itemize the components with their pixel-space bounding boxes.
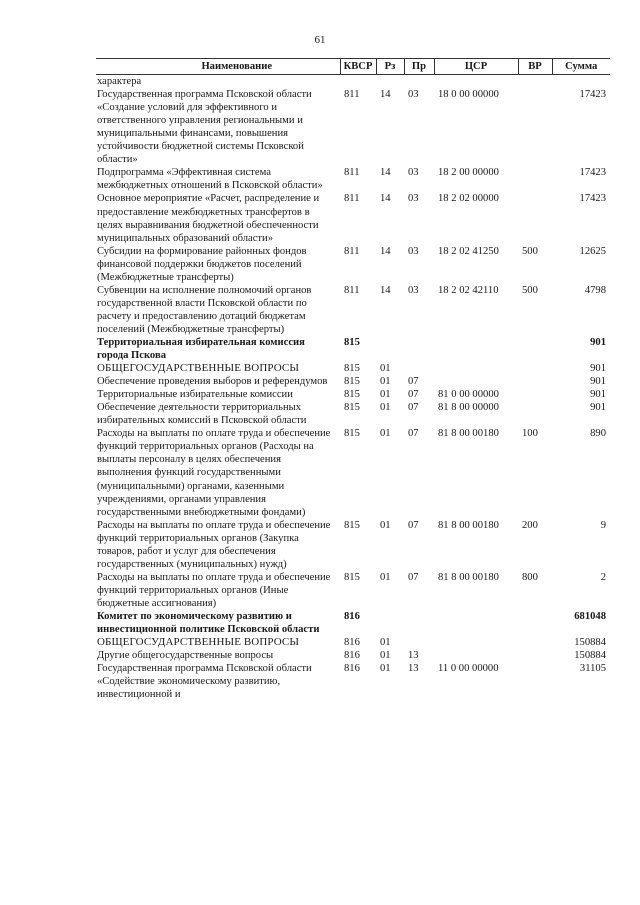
row-sum: 4798 bbox=[584, 284, 606, 296]
row-csr: 11 0 00 00000 bbox=[438, 663, 499, 675]
row-kvsr: 816 bbox=[344, 663, 360, 675]
row-rz: 01 bbox=[380, 389, 391, 401]
row-sum: 901 bbox=[590, 402, 606, 414]
row-vr bbox=[518, 401, 552, 427]
row-rz: 14 bbox=[380, 89, 391, 101]
row-sum: 150884 bbox=[574, 637, 606, 649]
row-vr bbox=[518, 166, 552, 192]
row-vr bbox=[518, 636, 552, 649]
row-name: Государственная программа Псковской области «Создание условий для эффективного и ответственного управления региональными и муниципальными финансами, повышения устойчивости бюджетной системы Псковской области» bbox=[97, 89, 312, 166]
row-kvsr: 816 bbox=[344, 610, 360, 622]
row-pr bbox=[404, 362, 434, 375]
row-name: Основное мероприятие «Расчет, распределение и предоставление межбюджетных трансфертов в целях выравнивания бюджетной обеспеченности муниципальных образований области» bbox=[97, 193, 320, 244]
row-rz bbox=[376, 75, 404, 89]
row-rz: 14 bbox=[380, 193, 391, 205]
row-csr bbox=[434, 336, 518, 362]
row-pr: 03 bbox=[408, 167, 419, 179]
row-vr bbox=[518, 662, 552, 701]
row-kvsr: 811 bbox=[344, 245, 360, 257]
row-vr: 200 bbox=[522, 519, 538, 531]
row-csr bbox=[434, 75, 518, 89]
table-row bbox=[96, 649, 610, 662]
row-pr: 07 bbox=[408, 389, 419, 401]
row-rz: 01 bbox=[380, 402, 391, 414]
table-row bbox=[96, 662, 610, 701]
row-name: Территориальные избирательные комиссии bbox=[97, 389, 293, 401]
row-pr: 03 bbox=[408, 193, 419, 205]
row-name: Обеспечение проведения выборов и референдумов bbox=[97, 376, 328, 388]
table-row bbox=[96, 388, 610, 401]
row-kvsr: 811 bbox=[344, 284, 360, 296]
table-row bbox=[96, 375, 610, 388]
row-pr: 13 bbox=[408, 650, 419, 662]
header-name: Наименование bbox=[96, 59, 340, 75]
table-row bbox=[96, 427, 610, 518]
row-pr bbox=[404, 336, 434, 362]
row-csr bbox=[434, 610, 518, 636]
row-name: Расходы на выплаты по оплате труда и обеспечение функций территориальных органов (Расходы на выплаты персоналу в целях обеспечения выполнения функций государственными (муниципальными) органами, казенными учреждениями, органами управления государственными внебюджетными фондами) bbox=[97, 428, 331, 518]
row-vr bbox=[518, 192, 552, 244]
row-sum: 901 bbox=[590, 336, 606, 348]
table-row bbox=[96, 166, 610, 192]
row-rz: 01 bbox=[380, 637, 391, 649]
row-csr: 18 0 00 00000 bbox=[438, 89, 499, 101]
row-vr: 500 bbox=[522, 245, 538, 257]
table-row bbox=[96, 75, 610, 89]
row-rz: 01 bbox=[380, 428, 391, 440]
row-vr: 800 bbox=[522, 571, 538, 583]
row-pr: 03 bbox=[408, 89, 419, 101]
row-csr: 18 2 02 42110 bbox=[438, 284, 499, 296]
table-row bbox=[96, 284, 610, 336]
row-kvsr: 811 bbox=[344, 89, 360, 101]
row-pr: 03 bbox=[408, 245, 419, 257]
table-row bbox=[96, 88, 610, 166]
row-rz: 01 bbox=[380, 571, 391, 583]
header-csr: ЦСР bbox=[434, 59, 518, 75]
row-csr bbox=[434, 649, 518, 662]
row-csr bbox=[434, 362, 518, 375]
row-pr bbox=[404, 75, 434, 89]
row-kvsr: 815 bbox=[344, 519, 360, 531]
row-kvsr: 811 bbox=[344, 167, 360, 179]
row-sum: 2 bbox=[600, 571, 606, 583]
row-sum: 31105 bbox=[579, 663, 606, 675]
row-csr: 81 0 00 00000 bbox=[438, 389, 499, 401]
row-pr: 07 bbox=[408, 571, 419, 583]
row-vr: 100 bbox=[522, 428, 538, 440]
row-name: Комитет по экономическому развитию и инвестиционной политике Псковской области bbox=[97, 610, 320, 636]
table-row bbox=[96, 192, 610, 244]
row-name: Расходы на выплаты по оплате труда и обеспечение функций территориальных органов (Закупка товаров, работ и услуг для обеспечения государственных (муниципальных) нужд) bbox=[97, 519, 331, 570]
header-pr: Пр bbox=[404, 59, 434, 75]
row-name: Расходы на выплаты по оплате труда и обеспечение функций территориальных органов (Иные бюджетные ассигнования) bbox=[97, 571, 331, 609]
row-name: Обеспечение деятельности территориальных избирательных комиссий в Псковской области bbox=[97, 402, 307, 427]
row-vr bbox=[518, 336, 552, 362]
row-pr: 07 bbox=[408, 428, 419, 440]
row-kvsr: 815 bbox=[344, 428, 360, 440]
table-row bbox=[96, 401, 610, 427]
row-pr bbox=[404, 610, 434, 636]
row-pr: 03 bbox=[408, 284, 419, 296]
row-name: Другие общегосударственные вопросы bbox=[97, 650, 274, 662]
row-sum: 901 bbox=[590, 376, 606, 388]
row-kvsr: 815 bbox=[344, 336, 360, 348]
row-kvsr: 815 bbox=[344, 389, 360, 401]
row-sum: 17423 bbox=[579, 167, 606, 179]
row-sum: 17423 bbox=[579, 193, 606, 205]
row-sum: 12625 bbox=[579, 245, 606, 257]
row-csr bbox=[434, 375, 518, 388]
row-sum: 901 bbox=[590, 389, 606, 401]
row-csr: 81 8 00 00000 bbox=[438, 402, 499, 414]
row-kvsr: 816 bbox=[344, 637, 360, 649]
row-vr bbox=[518, 649, 552, 662]
row-name: Государственная программа Псковской области «Содействие экономическому развитию, инвестиционной и bbox=[97, 663, 312, 701]
row-rz: 01 bbox=[380, 376, 391, 388]
row-csr: 18 2 02 41250 bbox=[438, 245, 499, 257]
row-name: Территориальная избирательная комиссия города Пскова bbox=[97, 336, 305, 362]
row-sum: 17423 bbox=[579, 89, 606, 101]
header-sum: Сумма bbox=[552, 59, 610, 75]
header-kvsr: КВСР bbox=[340, 59, 376, 75]
row-sum: 681048 bbox=[574, 610, 606, 622]
row-csr: 18 2 00 00000 bbox=[438, 167, 499, 179]
row-rz bbox=[376, 336, 404, 362]
budget-table bbox=[96, 58, 610, 701]
row-rz bbox=[376, 610, 404, 636]
row-vr bbox=[518, 88, 552, 166]
page-number: 61 bbox=[314, 34, 326, 46]
row-kvsr: 815 bbox=[344, 376, 360, 388]
row-rz: 14 bbox=[380, 284, 391, 296]
table-row bbox=[96, 362, 610, 375]
row-name: Подпрограмма «Эффективная система межбюджетных отношений в Псковской области» bbox=[97, 167, 323, 192]
row-csr: 81 8 00 00180 bbox=[438, 519, 499, 531]
row-name: характера bbox=[97, 76, 142, 88]
header-rz: Рз bbox=[376, 59, 404, 75]
row-kvsr bbox=[340, 75, 376, 89]
row-name: Субсидии на формирование районных фондов финансовой поддержки бюджетов поселений (Межбюджетные трансферты) bbox=[97, 245, 307, 283]
row-csr: 81 8 00 00180 bbox=[438, 428, 499, 440]
row-csr: 18 2 02 00000 bbox=[438, 193, 499, 205]
row-kvsr: 815 bbox=[344, 571, 360, 583]
row-rz: 01 bbox=[380, 519, 391, 531]
table-row bbox=[96, 636, 610, 649]
row-vr bbox=[518, 362, 552, 375]
row-name: ОБЩЕГОСУДАРСТВЕННЫЕ ВОПРОСЫ bbox=[97, 362, 300, 375]
row-sum: 890 bbox=[590, 428, 606, 440]
row-rz: 01 bbox=[380, 663, 391, 675]
row-vr bbox=[518, 388, 552, 401]
row-sum bbox=[552, 75, 610, 89]
row-pr bbox=[404, 636, 434, 649]
table-row bbox=[96, 571, 610, 610]
row-vr bbox=[518, 610, 552, 636]
row-csr: 81 8 00 00180 bbox=[438, 571, 499, 583]
row-rz: 14 bbox=[380, 245, 391, 257]
row-pr: 07 bbox=[408, 519, 419, 531]
row-rz: 01 bbox=[380, 363, 391, 375]
row-pr: 07 bbox=[408, 376, 419, 388]
row-vr bbox=[518, 75, 552, 89]
table-row bbox=[96, 610, 610, 636]
row-pr: 13 bbox=[408, 663, 419, 675]
row-rz: 01 bbox=[380, 650, 391, 662]
row-pr: 07 bbox=[408, 402, 419, 414]
row-kvsr: 815 bbox=[344, 363, 360, 375]
row-sum: 150884 bbox=[574, 650, 606, 662]
row-sum: 9 bbox=[600, 519, 606, 531]
table-row bbox=[96, 519, 610, 571]
row-sum: 901 bbox=[590, 363, 606, 375]
row-vr bbox=[518, 375, 552, 388]
table-row bbox=[96, 245, 610, 284]
row-name: Субвенции на исполнение полномочий органов государственной власти Псковской области по расчету и предоставлению дотаций бюджетам поселений (Межбюджетные трансферты) bbox=[97, 284, 312, 335]
row-kvsr: 815 bbox=[344, 402, 360, 414]
header-vr: ВР bbox=[518, 59, 552, 75]
row-kvsr: 811 bbox=[344, 193, 360, 205]
table-header-row bbox=[96, 59, 610, 75]
row-vr: 500 bbox=[522, 284, 538, 296]
row-kvsr: 816 bbox=[344, 650, 360, 662]
row-rz: 14 bbox=[380, 167, 391, 179]
row-csr bbox=[434, 636, 518, 649]
table-row bbox=[96, 336, 610, 362]
row-name: ОБЩЕГОСУДАРСТВЕННЫЕ ВОПРОСЫ bbox=[97, 636, 300, 649]
